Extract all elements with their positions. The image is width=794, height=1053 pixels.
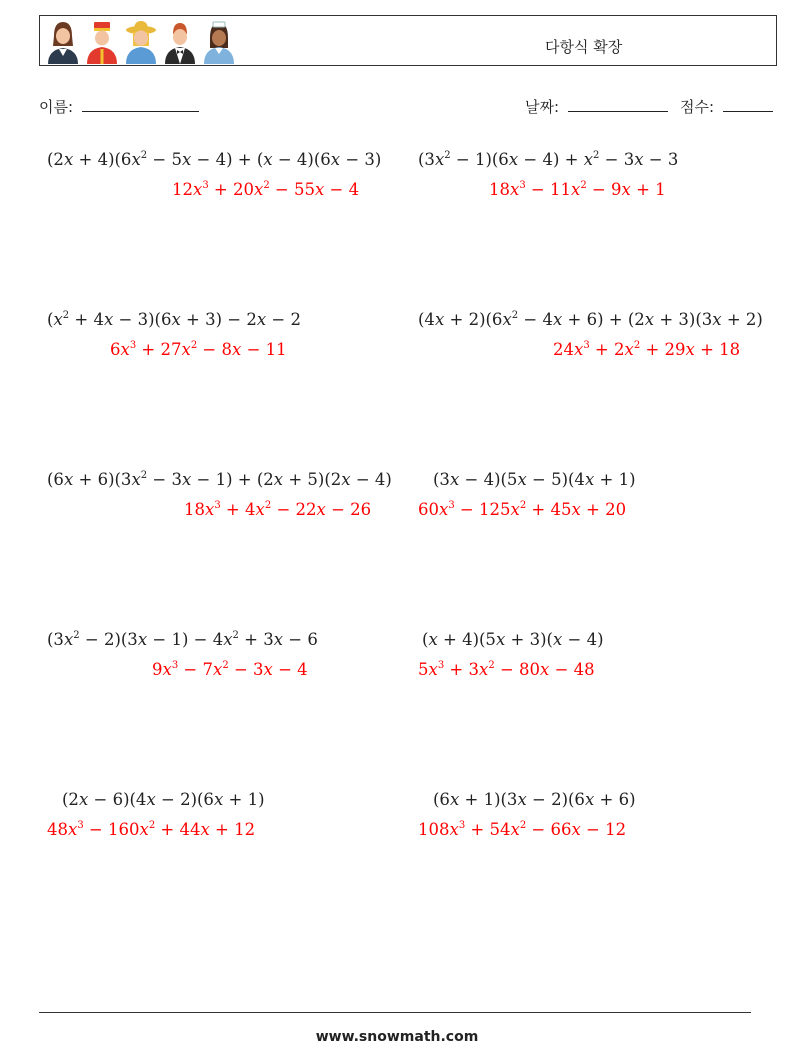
- date-label: 날짜:: [525, 98, 560, 116]
- bellhop-avatar-icon: [85, 18, 119, 64]
- woman-avatar-icon: [46, 18, 80, 64]
- date-blank: [568, 97, 668, 112]
- problem-question: (2x − 6)(4x − 2)(6x + 1): [62, 790, 265, 809]
- date-field: [525, 96, 668, 117]
- problem-question: (6x + 1)(3x − 2)(6x + 6): [433, 790, 636, 809]
- problem-answer: $5x^3 + 3x^2 - 80x - 48$: [418, 660, 595, 679]
- problem-question: $(3x^2 - 2)(3x - 1) - 4x^2 + 3x - 6$: [47, 630, 318, 649]
- footer-website: www.snowmath.com: [315, 1029, 479, 1045]
- problem-question: $(2x + 4)(6x^2 - 5x - 4) + (x - 4)(6x - 3)$: [47, 150, 382, 169]
- problem-answer: $6x^3 + 27x^2 - 8x - 11$: [110, 340, 287, 359]
- problem-answer: $48x^3 - 160x^2 + 44x + 12$: [47, 820, 256, 839]
- avatar-group: [46, 18, 236, 64]
- problem-answer: $108x^3 + 54x^2 - 66x - 12$: [418, 820, 627, 839]
- problem-answer: $18x^3 + 4x^2 - 22x - 26$: [184, 500, 372, 519]
- score-label: 점수:: [680, 98, 715, 116]
- problem-answer: $12x^3 + 20x^2 - 55x - 4$: [172, 180, 360, 199]
- problem-question: $(3x^2 - 1)(6x - 4) + x^2 - 3x - 3$: [418, 150, 679, 169]
- name-label: 이름:: [39, 98, 74, 116]
- worksheet-header: [39, 15, 777, 66]
- problem-answer: $9x^3 - 7x^2 - 3x - 4$: [152, 660, 308, 679]
- problem-answer: $60x^3 - 125x^2 + 45x + 20$: [418, 500, 627, 519]
- problem-question: (x + 4)(5x + 3)(x − 4): [422, 630, 604, 649]
- name-field: [39, 96, 199, 117]
- name-blank: [82, 97, 199, 112]
- farmer-avatar-icon: [124, 18, 158, 64]
- worksheet-title: 다항식 확장: [545, 38, 623, 56]
- footer-divider: [39, 1012, 751, 1013]
- problem-question: $(4x + 2)(6x^2 - 4x + 6) + (2x + 3)(3x + 2)$: [418, 310, 763, 329]
- nurse-avatar-icon: [202, 18, 236, 64]
- problem-question: (3x − 4)(5x − 5)(4x + 1): [433, 470, 636, 489]
- problem-answer: $18x^3 - 11x^2 - 9x + 1$: [489, 180, 666, 199]
- problem-answer: $24x^3 + 2x^2 + 29x + 18$: [553, 340, 741, 359]
- problem-question: $(x^2 + 4x - 3)(6x + 3) - 2x - 2$: [47, 310, 301, 329]
- score-blank: [723, 97, 773, 112]
- waiter-avatar-icon: [163, 18, 197, 64]
- score-field: [680, 96, 773, 117]
- problem-question: $(6x + 6)(3x^2 - 3x - 1) + (2x + 5)(2x - 4)$: [47, 470, 392, 489]
